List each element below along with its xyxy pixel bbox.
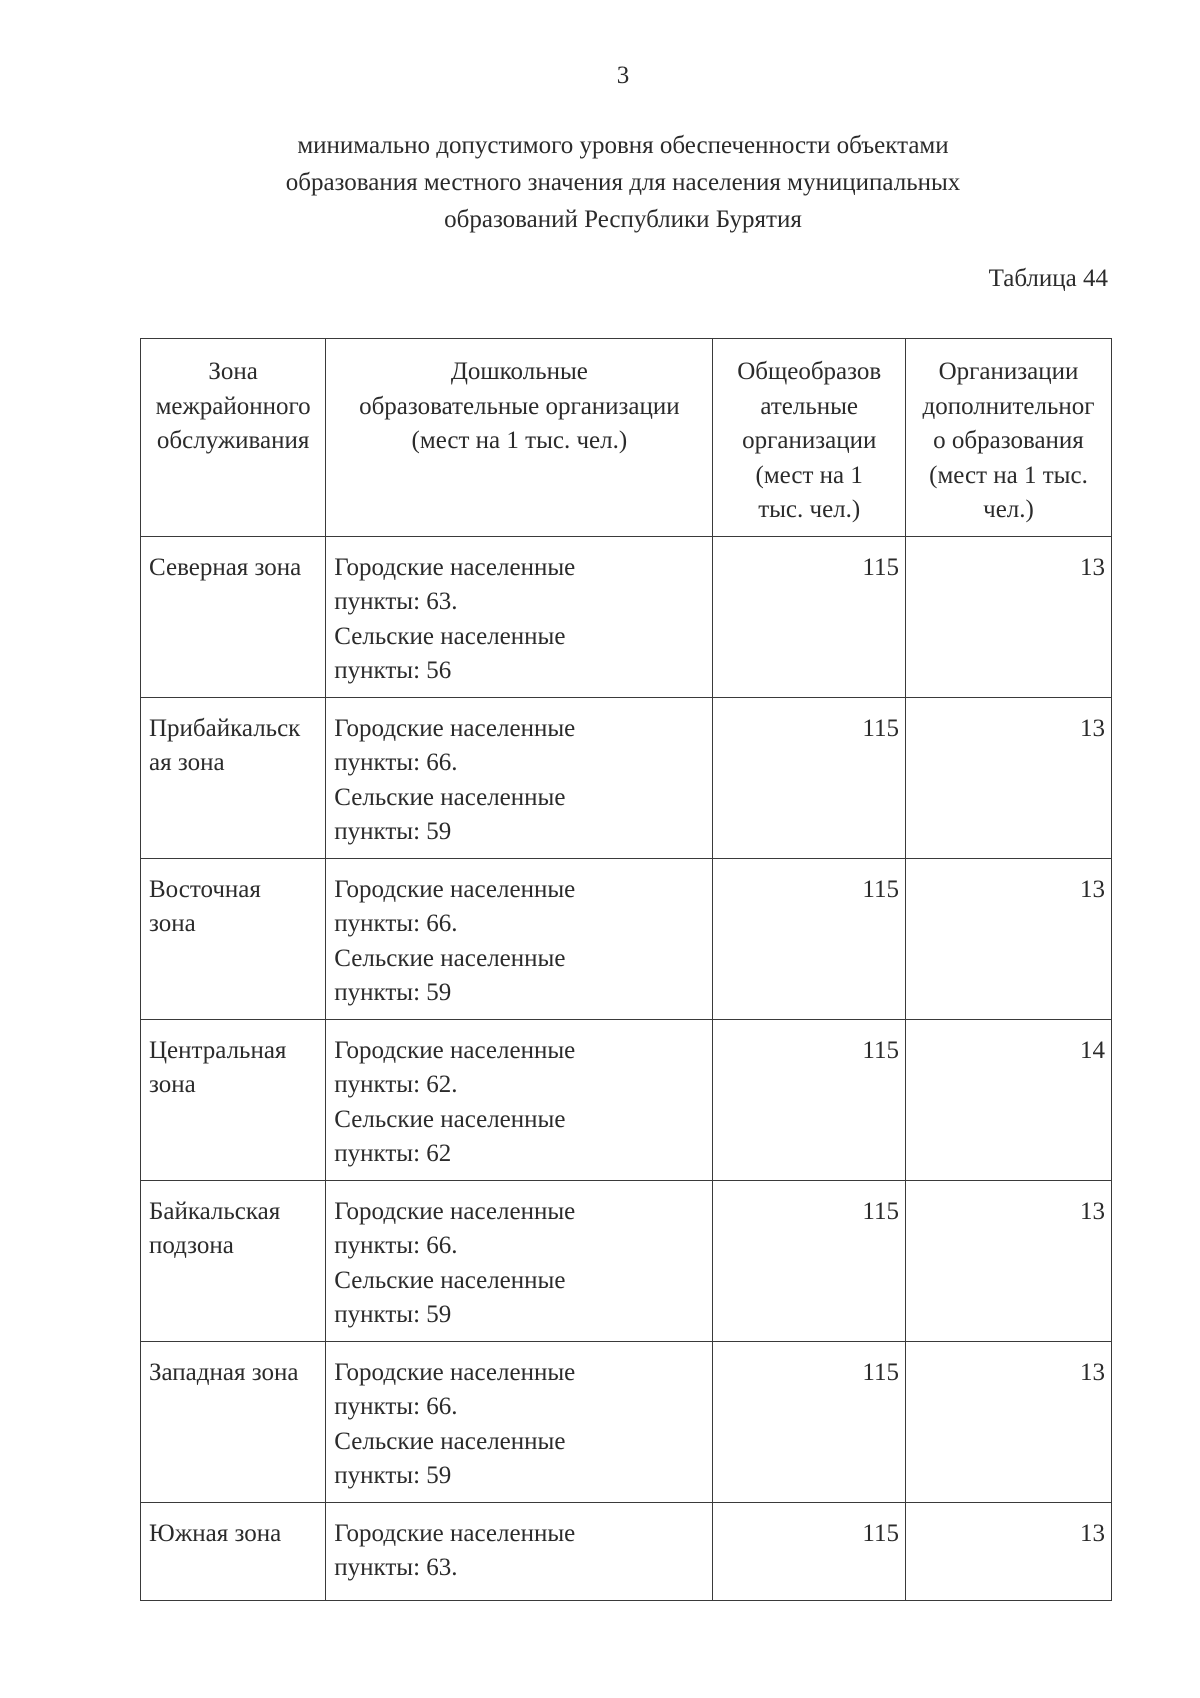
header-zone (141, 339, 326, 537)
cell-line: пункты: 66. (334, 910, 458, 937)
preschool-cell (326, 697, 713, 858)
cell-line: пункты: 63. (334, 588, 458, 615)
header-line: тыс. чел.) (758, 496, 861, 523)
header-line: о образования (933, 427, 1084, 454)
cell-line: Городские населенные (334, 714, 576, 742)
zone-name: Северная зона (149, 553, 302, 581)
title-line: образований Республики Бурятия (444, 206, 802, 233)
additional-education-value: 13 (905, 1180, 1111, 1341)
additional-education-value: 13 (905, 858, 1111, 1019)
cell-line: пункты: 59 (334, 979, 452, 1006)
title-line: минимально допустимого уровня обеспеченности объектами (297, 132, 949, 159)
zone-name: Байкальская (149, 1197, 281, 1225)
table-row (141, 697, 1112, 858)
header-preschool (326, 339, 713, 537)
general-education-value: 115 (713, 1341, 906, 1502)
header-line: Общеобразов (737, 358, 882, 385)
table-row (141, 1019, 1112, 1180)
cell-line: Сельские населенные (334, 622, 566, 650)
zone-cell (141, 1341, 326, 1502)
cell-line: Сельские населенные (334, 1266, 566, 1294)
zone-cell (141, 858, 326, 1019)
additional-education-value: 13 (905, 697, 1111, 858)
header-line: образовательные организации (359, 392, 680, 420)
zone-name: зона (149, 1071, 196, 1098)
header-additional-education (905, 339, 1111, 537)
header-line: обслуживания (156, 427, 310, 454)
provision-table (140, 338, 1112, 1601)
zone-name: ая зона (149, 749, 225, 776)
header-line: (мест на 1 тыс. (929, 461, 1088, 489)
zone-cell (141, 697, 326, 858)
additional-education-value: 13 (905, 536, 1111, 697)
header-line: Организации (938, 358, 1079, 385)
header-line: Зона (208, 358, 258, 385)
cell-line: Городские населенные (334, 1036, 576, 1064)
cell-line: пункты: 59 (334, 1462, 452, 1489)
header-line: Дошкольные (450, 358, 588, 385)
cell-line: Городские населенные (334, 875, 576, 903)
general-education-value: 115 (713, 536, 906, 697)
zone-cell (141, 1180, 326, 1341)
zone-cell (141, 536, 326, 697)
header-general-education (713, 339, 906, 537)
header-line: межрайонного (155, 392, 311, 420)
preschool-cell (326, 536, 713, 697)
table-row (141, 1180, 1112, 1341)
header-line: ательные (760, 392, 859, 420)
zone-name: Центральная (149, 1036, 287, 1064)
cell-line: Городские населенные (334, 1519, 576, 1547)
document-title (0, 127, 1200, 238)
header-line: дополнительног (922, 392, 1095, 420)
header-line: организации (742, 427, 877, 454)
cell-line: пункты: 63. (334, 1554, 458, 1581)
cell-line: Сельские населенные (334, 783, 566, 811)
table-row (141, 1502, 1112, 1600)
table-row (141, 858, 1112, 1019)
zone-cell (141, 1502, 326, 1600)
cell-line: Сельские населенные (334, 1105, 566, 1133)
zone-name: Восточная (149, 875, 261, 903)
general-education-value: 115 (713, 1180, 906, 1341)
header-line: (мест на 1 тыс. чел.) (411, 427, 628, 454)
preschool-cell (326, 858, 713, 1019)
table-caption: Таблица 44 (988, 265, 1108, 292)
general-education-value: 115 (713, 1019, 906, 1180)
table-row (141, 1341, 1112, 1502)
cell-line: пункты: 56 (334, 657, 452, 684)
cell-line: пункты: 66. (334, 1232, 458, 1259)
cell-line: пункты: 59 (334, 1301, 452, 1328)
general-education-value: 115 (713, 858, 906, 1019)
zone-name: Южная зона (149, 1519, 282, 1547)
table-header-row (141, 339, 1112, 537)
cell-line: пункты: 66. (334, 1393, 458, 1420)
preschool-cell (326, 1341, 713, 1502)
additional-education-value: 13 (905, 1502, 1111, 1600)
additional-education-value: 14 (905, 1019, 1111, 1180)
zone-name: Западная зона (149, 1358, 299, 1386)
cell-line: Сельские населенные (334, 944, 566, 972)
cell-line: пункты: 66. (334, 749, 458, 776)
header-line: чел.) (983, 496, 1034, 523)
preschool-cell (326, 1019, 713, 1180)
page-number: 3 (616, 62, 630, 89)
table-row (141, 536, 1112, 697)
cell-line: пункты: 62. (334, 1071, 458, 1098)
cell-line: пункты: 62 (334, 1140, 452, 1167)
cell-line: Городские населенные (334, 553, 576, 581)
preschool-cell (326, 1502, 713, 1600)
additional-education-value: 13 (905, 1341, 1111, 1502)
zone-name: подзона (149, 1232, 234, 1259)
cell-line: пункты: 59 (334, 818, 452, 845)
zone-name: Прибайкальск (149, 714, 301, 742)
preschool-cell (326, 1180, 713, 1341)
cell-line: Городские населенные (334, 1358, 576, 1386)
title-line: образования местного значения для населения муниципальных (285, 169, 961, 196)
cell-line: Городские населенные (334, 1197, 576, 1225)
general-education-value: 115 (713, 1502, 906, 1600)
zone-name: зона (149, 910, 196, 937)
general-education-value: 115 (713, 697, 906, 858)
cell-line: Сельские населенные (334, 1427, 566, 1455)
header-line: (мест на 1 (755, 461, 863, 489)
zone-cell (141, 1019, 326, 1180)
